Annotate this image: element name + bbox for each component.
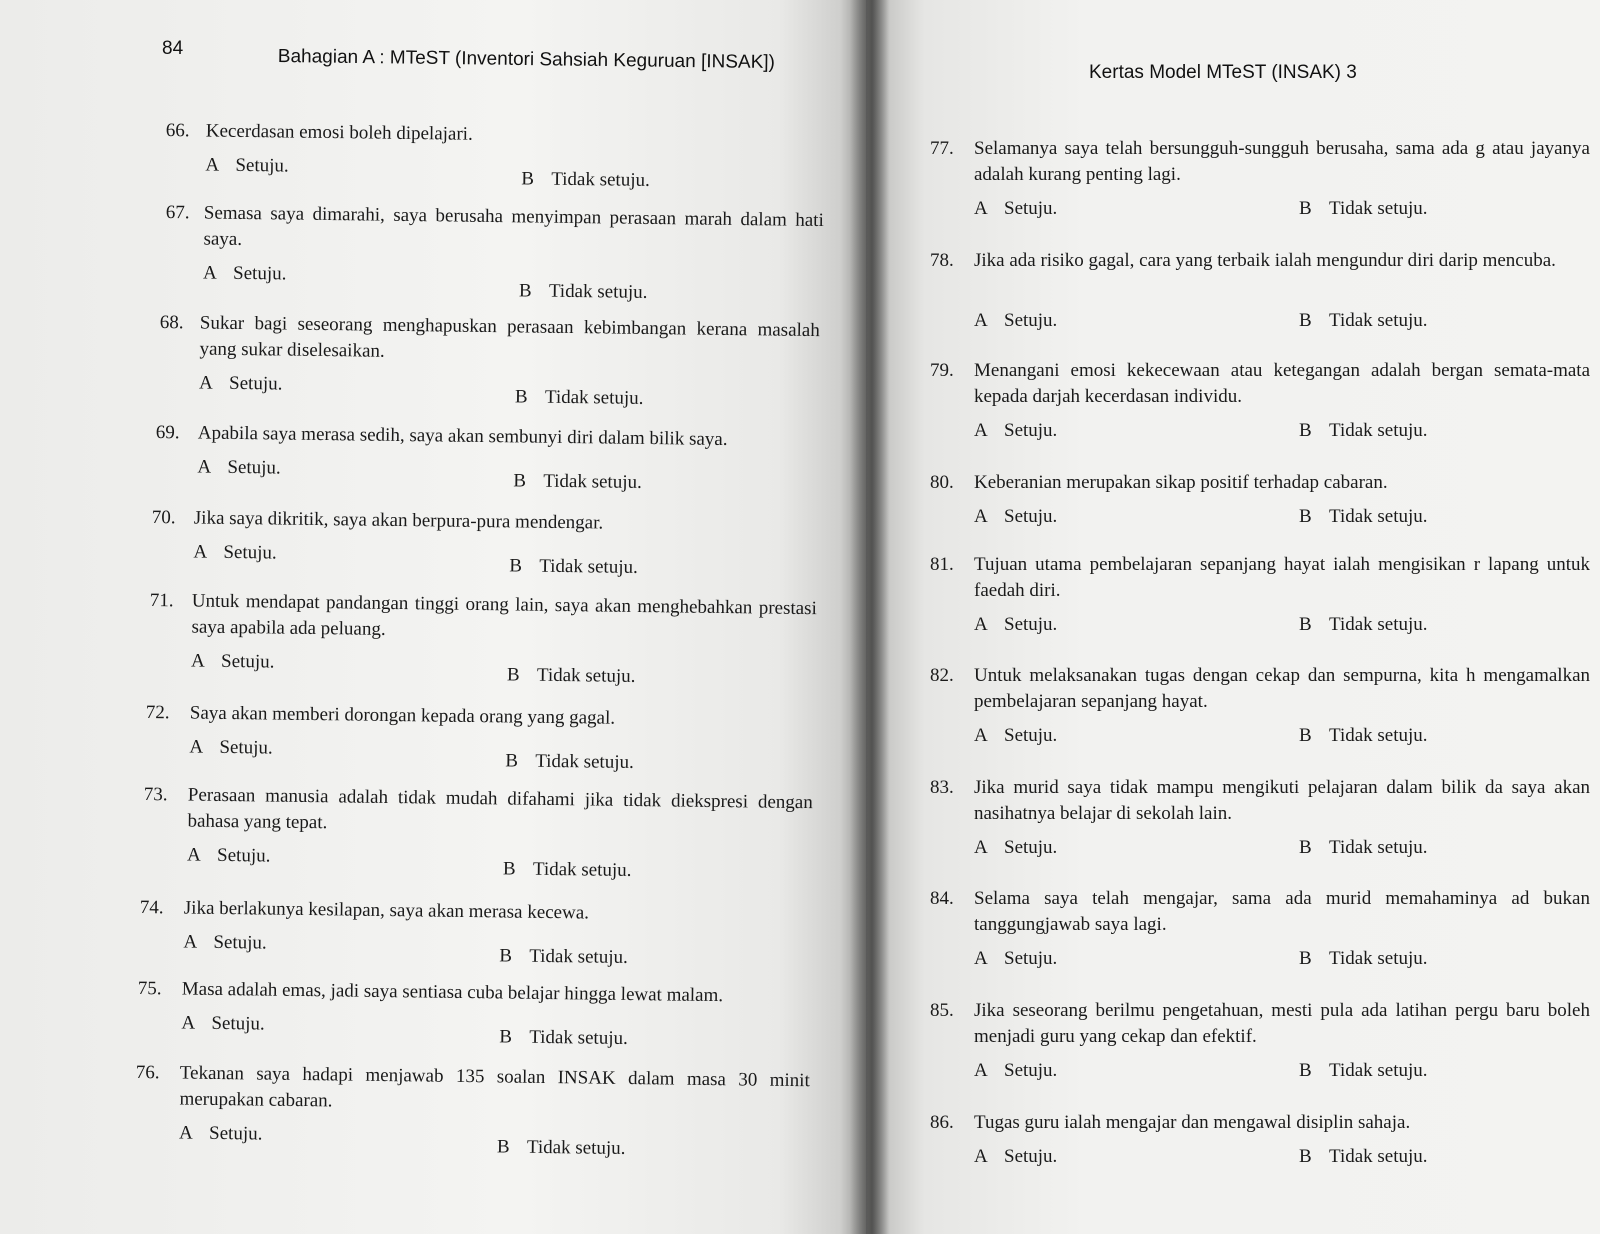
option-label: Tidak setuju. <box>1329 198 1428 219</box>
option-letter: A <box>974 725 988 746</box>
option-letter: B <box>1299 198 1312 219</box>
question-text: Apabila saya merasa sedih, saya akan sembunyi diri dalam bilik saya. <box>197 422 728 450</box>
option-letter: B <box>1299 420 1312 441</box>
question-number: 79. <box>930 360 954 381</box>
option-letter: A <box>189 736 204 758</box>
option-a[interactable] <box>187 843 271 870</box>
question-text: Masa adalah emas, jadi saya sentiasa cuba belajar hingga lewat malam. <box>181 978 724 1007</box>
option-letter: B <box>1299 725 1312 746</box>
question-text: Kecerdasan emosi boleh dipelajari. <box>205 120 473 145</box>
question-number: 72. <box>145 701 170 724</box>
question-text: Tekanan saya hadapi menjawab 135 soalan INSAK dalam masa 30 minit merupakan cabaran. <box>179 1062 810 1112</box>
question-number: 67. <box>165 201 190 224</box>
question-number: 75. <box>137 977 162 1000</box>
question-number: 76. <box>135 1061 160 1084</box>
option-letter: B <box>518 280 532 302</box>
option-letter: A <box>974 1060 988 1081</box>
option-label: Tidak setuju. <box>539 555 638 578</box>
option-letter: B <box>514 386 528 408</box>
option-a[interactable] <box>974 612 1057 638</box>
option-label: Tidak setuju. <box>526 1136 626 1159</box>
option-label: Tidak setuju. <box>1329 948 1428 969</box>
question-number: 83. <box>930 777 954 798</box>
option-letter: A <box>178 1122 193 1144</box>
option-b[interactable] <box>521 166 650 194</box>
option-letter: B <box>496 1136 510 1158</box>
option-letter: B <box>499 945 513 967</box>
option-letter: A <box>197 456 212 478</box>
question-text: Semasa saya dimarahi, saya berusaha menyimpan perasaan marah dalam hati saya. <box>203 202 824 250</box>
option-label: Tidak setuju. <box>544 386 644 409</box>
option-a[interactable] <box>974 1058 1057 1084</box>
right-page-header: Kertas Model MTeST (INSAK) 3 <box>1089 62 1357 83</box>
option-label: Setuju. <box>220 650 275 673</box>
option-a[interactable] <box>197 455 281 482</box>
option-a[interactable] <box>974 308 1057 334</box>
option-label: Tidak setuju. <box>1329 614 1428 635</box>
option-a[interactable] <box>203 260 287 287</box>
question-text: Jika ada risiko gagal, cara yang terbaik ialah mengundur diri darip mencuba. <box>974 250 1556 271</box>
option-label: Tidak setuju. <box>532 858 632 881</box>
option-label: Tidak setuju. <box>551 168 650 191</box>
option-label: Tidak setuju. <box>1329 725 1428 746</box>
option-a[interactable] <box>191 649 275 676</box>
option-letter: B <box>1299 948 1312 969</box>
option-b[interactable] <box>505 748 634 776</box>
option-a[interactable] <box>974 418 1057 444</box>
right-page <box>866 0 1600 1234</box>
option-label: Tidak setuju. <box>536 664 636 687</box>
question-text: Jika saya dikritik, saya akan berpura-pura mendengar. <box>193 507 604 534</box>
option-label: Setuju. <box>235 154 289 177</box>
question-number: 78. <box>930 250 954 271</box>
option-letter: B <box>509 555 523 577</box>
question-number: 68. <box>159 311 184 334</box>
option-label: Setuju. <box>1004 1060 1058 1081</box>
option-letter: B <box>513 470 527 492</box>
option-b[interactable] <box>1299 196 1428 222</box>
question-number: 73. <box>143 783 168 806</box>
option-label: Tidak setuju. <box>543 470 642 493</box>
question-text: Jika murid saya tidak mampu mengikuti pelajaran dalam bilik da saya akan nasihatnya belajar di sekolah lain. <box>974 777 1590 824</box>
option-letter: A <box>974 948 988 969</box>
option-label: Tidak setuju. <box>1329 506 1428 527</box>
option-letter: A <box>974 198 988 219</box>
option-b[interactable] <box>1299 418 1428 444</box>
page-number: 84 <box>162 38 184 59</box>
option-letter: A <box>974 1146 988 1167</box>
option-label: Tidak setuju. <box>529 945 628 968</box>
option-label: Setuju. <box>211 1012 265 1035</box>
option-letter: B <box>1299 837 1312 858</box>
question-number: 81. <box>930 554 954 575</box>
option-label: Setuju. <box>232 262 287 285</box>
option-letter: A <box>974 506 988 527</box>
option-label: Setuju. <box>208 1122 263 1145</box>
question-text: Tujuan utama pembelajaran sepanjang hayat ialah mengisikan r lapang untuk faedah diri. <box>974 554 1590 601</box>
option-letter: A <box>198 372 213 394</box>
option-label: Setuju. <box>223 541 277 564</box>
option-label: Tidak setuju. <box>1329 420 1428 441</box>
option-label: Tidak setuju. <box>1329 1146 1428 1167</box>
question-number: 69. <box>155 421 180 444</box>
option-letter: B <box>1299 1060 1312 1081</box>
option-label: Setuju. <box>1004 506 1058 527</box>
option-label: Setuju. <box>213 931 267 954</box>
option-b[interactable] <box>509 553 638 581</box>
option-a[interactable] <box>974 835 1057 861</box>
option-letter: A <box>974 837 988 858</box>
option-label: Setuju. <box>216 844 271 867</box>
question-text: Selamanya saya telah bersungguh-sungguh berusaha, sama ada g atau jayanya adalah kurang penting lagi. <box>974 138 1590 185</box>
question-text: Selama saya telah mengajar, sama ada murid memahaminya ad bukan tanggungjawab saya lagi. <box>974 888 1590 935</box>
option-a[interactable] <box>974 196 1057 222</box>
question-number: 86. <box>930 1112 954 1133</box>
option-a[interactable] <box>183 930 267 957</box>
option-b[interactable] <box>1299 308 1428 334</box>
question-text: Perasaan manusia adalah tidak mudah difahami jika tidak diekspresi dengan bahasa yang tepat. <box>187 784 813 834</box>
book-gutter-shadow <box>850 0 890 1234</box>
question-text: Untuk mendapat pandangan tinggi orang lain, saya akan menghebahkan prestasi saya apabila ada peluang. <box>191 590 817 640</box>
option-letter: A <box>205 154 220 176</box>
question-text: Saya akan memberi dorongan kepada orang yang gagal. <box>189 702 616 729</box>
option-letter: B <box>521 168 535 190</box>
option-label: Setuju. <box>1004 614 1058 635</box>
option-letter: A <box>974 614 988 635</box>
option-label: Setuju. <box>1004 420 1058 441</box>
question-text: Sukar bagi seseorang menghapuskan perasaan kebimbangan kerana masalah yang sukar diselesaikan. <box>199 312 820 362</box>
option-b[interactable] <box>1299 946 1428 972</box>
option-label: Tidak setuju. <box>1329 1060 1428 1081</box>
option-label: Tidak setuju. <box>535 750 634 773</box>
option-b[interactable] <box>1299 723 1428 749</box>
option-letter: B <box>1299 1146 1312 1167</box>
question-text: Tugas guru ialah mengajar dan mengawal disiplin sahaja. <box>974 1112 1411 1133</box>
option-a[interactable] <box>179 1121 263 1148</box>
option-label: Setuju. <box>1004 725 1058 746</box>
option-letter: A <box>202 262 217 284</box>
option-b[interactable] <box>519 278 648 306</box>
question-text: Menangani emosi kekecewaan atau ketegangan adalah bergan semata-mata kepada darjah kecerdasan individu. <box>974 360 1590 407</box>
question-number: 82. <box>930 665 954 686</box>
question-text: Keberanian merupakan sikap positif terhadap cabaran. <box>974 472 1388 493</box>
option-label: Setuju. <box>1004 310 1058 331</box>
option-b[interactable] <box>1299 1058 1428 1084</box>
option-b[interactable] <box>1299 1144 1428 1170</box>
option-letter: A <box>974 420 988 441</box>
question-text: Untuk melaksanakan tugas dengan cekap dan sempurna, kita h mengamalkan pembelajaran sepanjang hayat. <box>974 665 1590 712</box>
option-b[interactable] <box>503 856 632 884</box>
question-number: 74. <box>139 896 164 919</box>
option-label: Tidak setuju. <box>1329 837 1428 858</box>
option-label: Setuju. <box>228 372 283 395</box>
option-letter: A <box>186 844 201 866</box>
option-letter: B <box>1299 506 1312 527</box>
option-b[interactable] <box>1299 835 1428 861</box>
option-b[interactable] <box>499 1024 628 1052</box>
option-letter: A <box>193 541 208 563</box>
option-b[interactable] <box>513 468 642 496</box>
option-a[interactable] <box>189 735 273 762</box>
option-label: Tidak setuju. <box>529 1026 628 1049</box>
option-label: Setuju. <box>1004 198 1058 219</box>
option-a[interactable] <box>199 370 283 397</box>
option-letter: B <box>1299 614 1312 635</box>
option-b[interactable] <box>507 662 636 690</box>
option-a[interactable] <box>181 1011 265 1038</box>
question-number: 70. <box>151 506 176 529</box>
question-number: 84. <box>930 888 954 909</box>
option-b[interactable] <box>499 943 628 971</box>
option-b[interactable] <box>497 1134 626 1162</box>
option-letter: A <box>974 310 988 331</box>
question-number: 66. <box>165 119 190 142</box>
option-letter: B <box>502 858 516 880</box>
question-text: Jika seseorang berilmu pengetahuan, mesti pula ada latihan pergu baru boleh menjadi guru yang cekap dan efektif. <box>974 1000 1590 1047</box>
question-number: 85. <box>930 1000 954 1021</box>
option-letter: B <box>499 1026 513 1048</box>
option-label: Setuju. <box>1004 837 1058 858</box>
option-label: Tidak setuju. <box>1329 310 1428 331</box>
option-label: Tidak setuju. <box>548 280 648 303</box>
option-label: Setuju. <box>1004 1146 1058 1167</box>
option-b[interactable] <box>1299 504 1428 530</box>
question-number: 71. <box>149 589 174 612</box>
left-page-header: Bahagian A : MTeST (Inventori Sahsiah Keguruan [INSAK]) <box>277 46 776 74</box>
option-a[interactable] <box>974 504 1057 530</box>
option-a[interactable] <box>205 152 289 179</box>
option-letter: B <box>505 750 519 772</box>
option-label: Setuju. <box>219 736 273 759</box>
question-number: 80. <box>930 472 954 493</box>
question-number: 77. <box>930 138 954 159</box>
option-a[interactable] <box>193 540 277 567</box>
option-a[interactable] <box>974 723 1057 749</box>
option-a[interactable] <box>974 1144 1057 1170</box>
question-text: Jika berlakunya kesilapan, saya akan merasa kecewa. <box>183 897 590 924</box>
option-letter: A <box>181 1012 196 1034</box>
option-label: Setuju. <box>1004 948 1058 969</box>
option-letter: A <box>190 650 205 672</box>
option-label: Setuju. <box>227 456 281 479</box>
option-b[interactable] <box>515 384 644 412</box>
option-letter: A <box>183 931 198 953</box>
option-letter: B <box>506 664 520 686</box>
option-a[interactable] <box>974 946 1057 972</box>
option-b[interactable] <box>1299 612 1428 638</box>
option-letter: B <box>1299 310 1312 331</box>
